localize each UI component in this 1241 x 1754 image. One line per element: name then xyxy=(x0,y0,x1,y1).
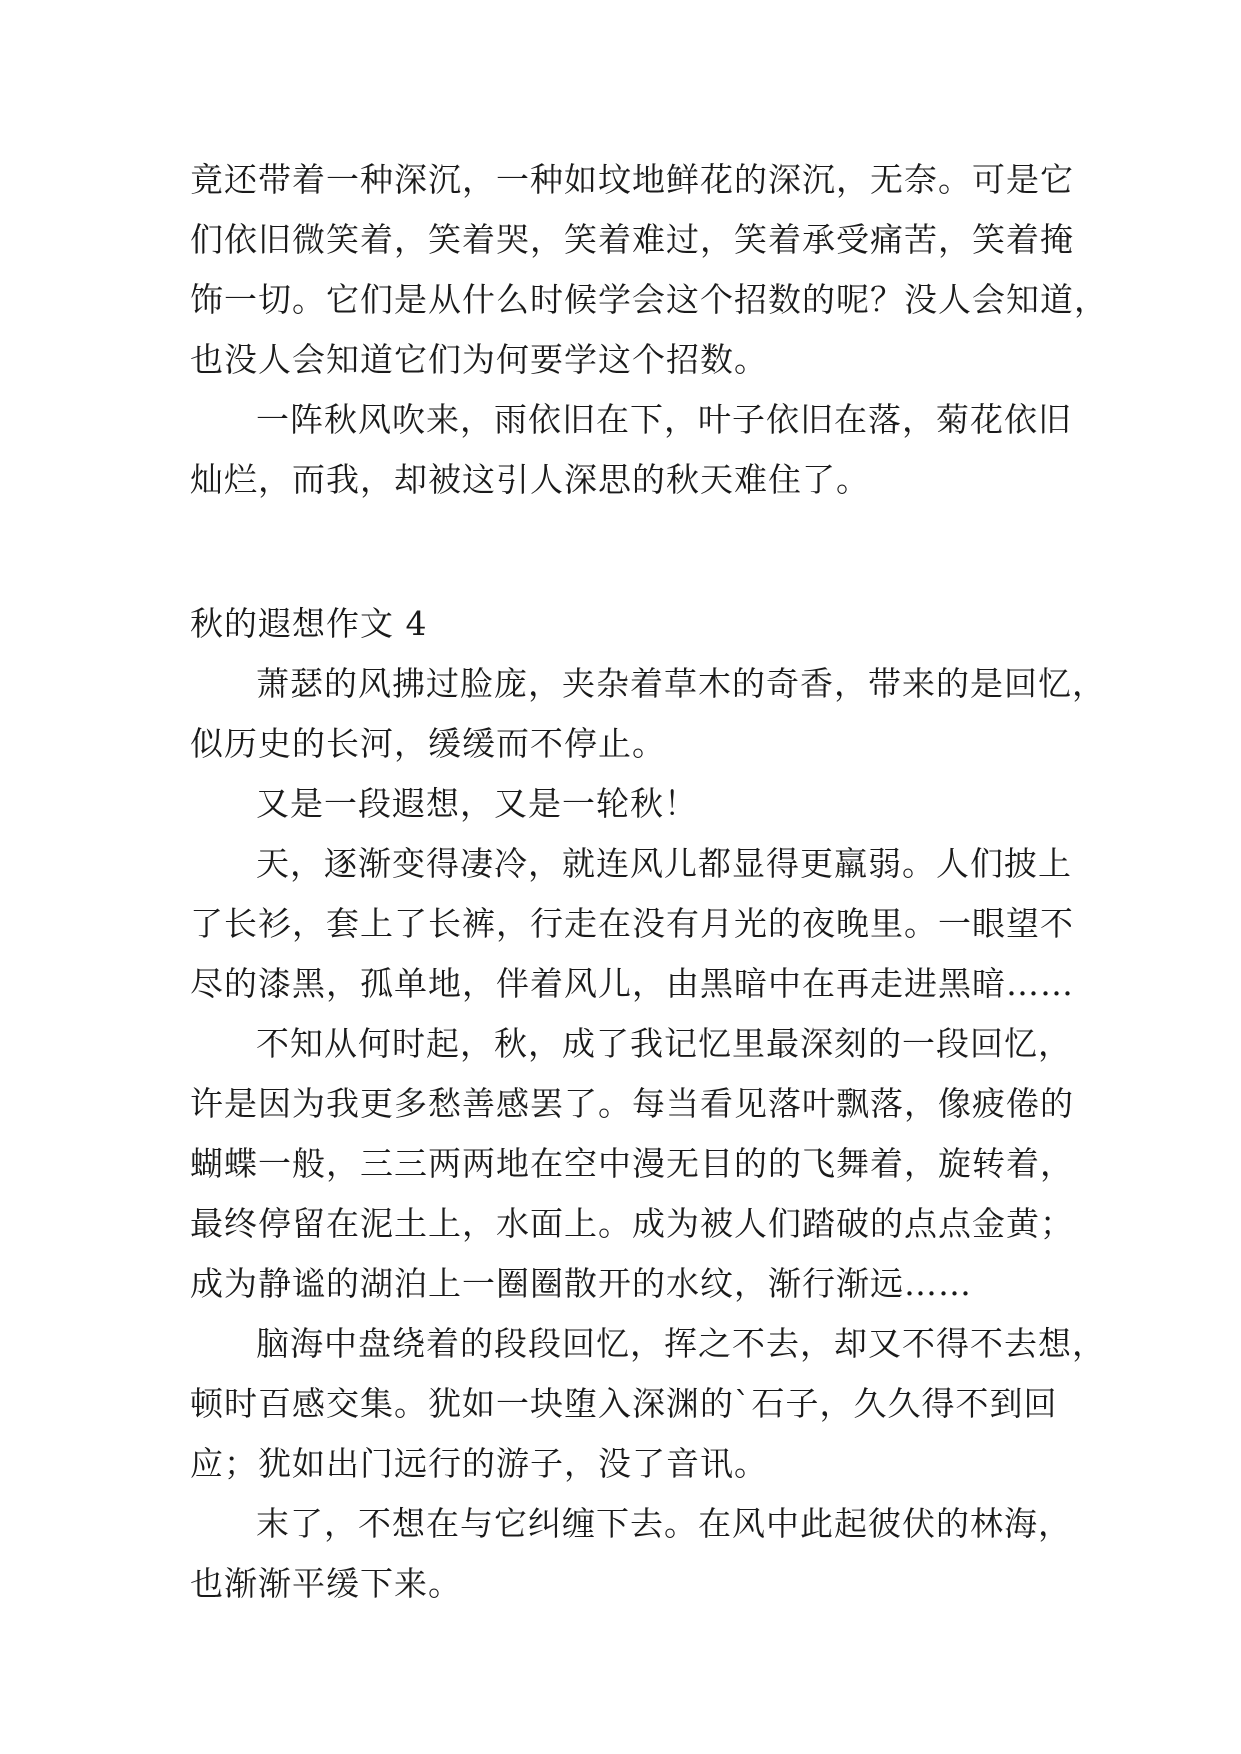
text-line: 天，逐渐变得凄冷，就连风儿都显得更羸弱。人们披上 xyxy=(256,844,1072,883)
paragraph xyxy=(190,839,1090,1019)
text-line: 脑海中盘绕着的段段回忆，挥之不去，却又不得不去想， xyxy=(256,1324,1106,1363)
text-line: 不知从何时起，秋，成了我记忆里最深刻的一段回忆， xyxy=(256,1024,1072,1063)
section-heading: 秋的遐想作文 4 xyxy=(190,604,428,643)
text-line: 最终停留在泥土上，水面上。成为被人们踏破的点点金黄； xyxy=(190,1204,1074,1243)
paragraph xyxy=(190,779,1090,839)
text-line: 了长衫，套上了长裤，行走在没有月光的夜晚里。一眼望不 xyxy=(190,904,1074,943)
text-line: 成为静谧的湖泊上一圈圈散开的水纹，渐行渐远…… xyxy=(190,1264,972,1303)
text-line: 应；犹如出门远行的游子，没了音讯。 xyxy=(190,1444,768,1483)
paragraph xyxy=(190,1019,1090,1319)
text-line: 似历史的长河，缓缓而不停止。 xyxy=(190,724,666,763)
text-line: 饰一切。它们是从什么时候学会这个招数的呢？没人会知道， xyxy=(190,280,1108,319)
text-line: 竟还带着一种深沉，一种如坟地鲜花的深沉，无奈。可是它 xyxy=(190,160,1074,199)
paragraph xyxy=(190,395,1090,515)
paragraph xyxy=(190,1499,1090,1619)
paragraph xyxy=(190,659,1106,779)
text-line: 末了，不想在与它纠缠下去。在风中此起彼伏的林海， xyxy=(256,1504,1072,1543)
text-line: 蝴蝶一般，三三两两地在空中漫无目的的飞舞着，旋转着， xyxy=(190,1144,1074,1183)
document-body xyxy=(190,155,1108,1619)
text-line: 灿烂，而我，却被这引人深思的秋天难住了。 xyxy=(190,460,870,499)
text-line: 尽的漆黑，孤单地，伴着风儿，由黑暗中在再走进黑暗…… xyxy=(190,964,1074,1003)
text-line: 一阵秋风吹来，雨依旧在下，叶子依旧在落，菊花依旧 xyxy=(256,400,1072,439)
text-line: 也没人会知道它们为何要学这个招数。 xyxy=(190,340,768,379)
text-line: 也渐渐平缓下来。 xyxy=(190,1564,462,1603)
section-spacer xyxy=(190,515,1090,599)
paragraph xyxy=(190,155,1108,395)
text-line: 许是因为我更多愁善感罢了。每当看见落叶飘落，像疲倦的 xyxy=(190,1084,1074,1123)
text-line: 萧瑟的风拂过脸庞，夹杂着草木的奇香，带来的是回忆， xyxy=(256,664,1106,703)
paragraph xyxy=(190,1319,1106,1499)
text-line: 又是一段遐想，又是一轮秋！ xyxy=(256,784,698,823)
text-line: 们依旧微笑着，笑着哭，笑着难过，笑着承受痛苦，笑着掩 xyxy=(190,220,1074,259)
text-line: 顿时百感交集。犹如一块堕入深渊的`石子，久久得不到回 xyxy=(190,1384,1058,1423)
